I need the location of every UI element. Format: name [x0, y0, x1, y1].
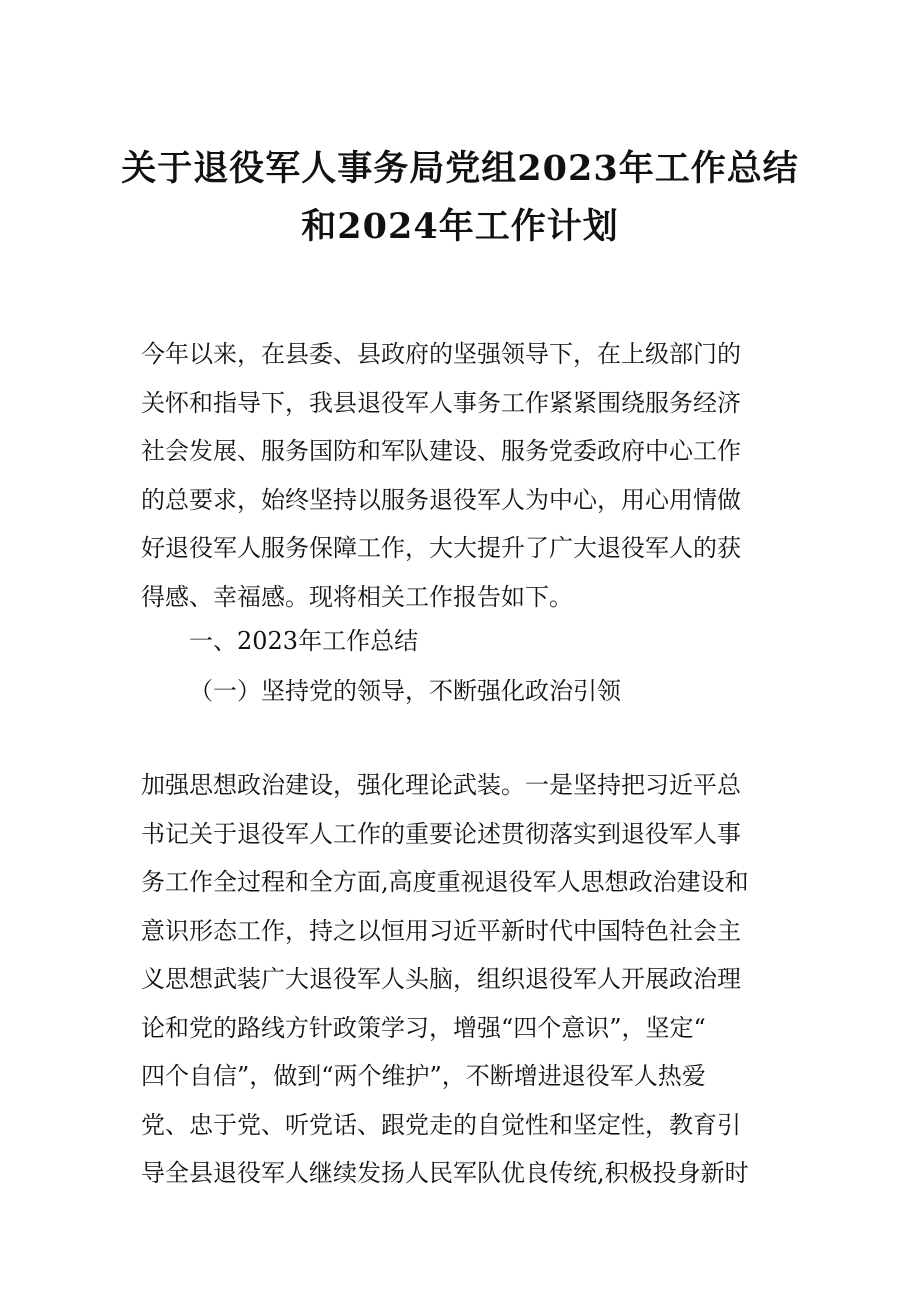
body-line: 加强思想政治建设，强化理论武装。一是坚持把习近平总	[141, 771, 741, 799]
subsection-heading: （一）坚持党的领导，不断强化政治引领	[189, 677, 621, 705]
body-line: 意识形态工作，持之以恒用习近平新时代中国特色社会主	[141, 916, 741, 945]
body-line: 义思想武装广大退役军人头脑，组织退役军人开展政治理	[141, 965, 741, 993]
document-title-line-2: 和2024年工作计划	[301, 206, 619, 247]
intro-line: 今年以来，在县委、县政府的坚强领导下，在上级部门的	[141, 340, 741, 368]
intro-line: 得感、幸福感。现将相关工作报告如下。	[141, 582, 573, 611]
section-heading: 一、2023年工作总结	[189, 627, 419, 655]
body-line: 务工作全过程和全方面,高度重视退役军人思想政治建设和	[141, 868, 749, 896]
body-paragraph	[141, 761, 781, 1198]
intro-line: 社会发展、服务国防和军队建设、服务党委政府中心工作	[141, 437, 741, 465]
document-title-line-1: 关于退役军人事务局党组2023年工作总结	[121, 148, 799, 189]
body-line: 党、忠于党、听党话、跟党走的自觉性和坚定性，教育引	[141, 1110, 741, 1139]
intro-line: 关怀和指导下，我县退役军人事务工作紧紧围绕服务经济	[141, 388, 741, 417]
intro-line: 好退役军人服务保障工作，大大提升了广大退役军人的获	[141, 534, 741, 562]
intro-line: 的总要求，始终坚持以服务退役军人为中心，用心用情做	[141, 485, 741, 514]
body-line: 书记关于退役军人工作的重要论述贯彻落实到退役军人事	[141, 819, 741, 848]
body-line: 导全县退役军人继续发扬人民军队优良传统,积极投身新时	[141, 1159, 749, 1187]
intro-paragraph	[141, 330, 781, 621]
body-line: 论和党的路线方针政策学习，增强“四个意识”，坚定“	[141, 1013, 706, 1042]
body-line: 四个自信”，做到“两个维护”，不断增进退役军人热爱	[141, 1062, 706, 1090]
